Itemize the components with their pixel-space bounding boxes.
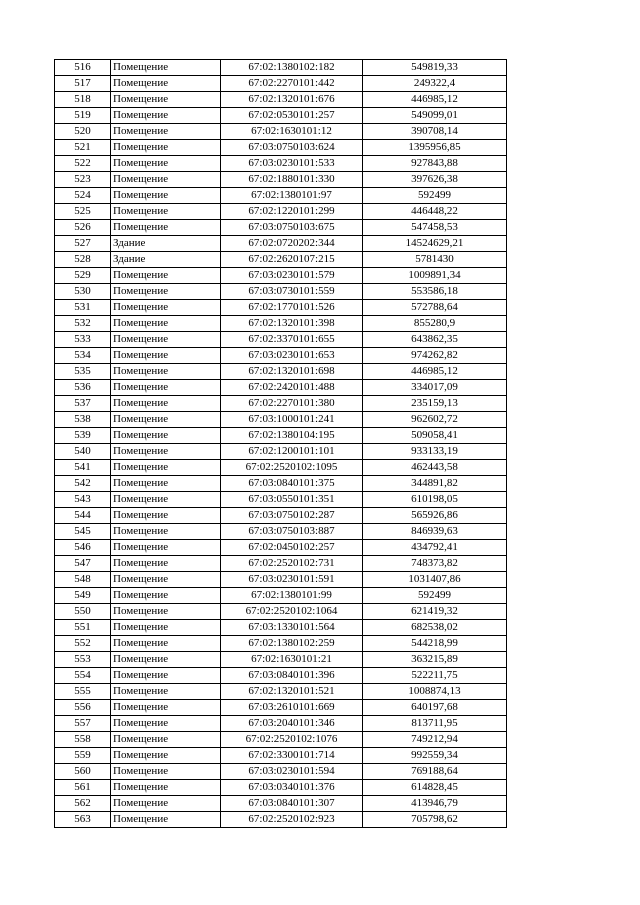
object-type-cell: Помещение [111, 620, 221, 636]
row-number-cell: 538 [55, 412, 111, 428]
cadastral-value-cell: 927843,88 [363, 156, 507, 172]
row-number-cell: 529 [55, 268, 111, 284]
cadastral-value-cell: 434792,41 [363, 540, 507, 556]
object-type-cell: Помещение [111, 92, 221, 108]
cadastral-number-cell: 67:02:1320101:698 [221, 364, 363, 380]
table-row [55, 300, 507, 316]
cadastral-value-cell: 855280,9 [363, 316, 507, 332]
object-type-cell: Помещение [111, 636, 221, 652]
table-row [55, 492, 507, 508]
cadastral-number-cell: 67:02:2270101:442 [221, 76, 363, 92]
object-type-cell: Помещение [111, 300, 221, 316]
cadastral-number-cell: 67:03:0230101:653 [221, 348, 363, 364]
row-number-cell: 550 [55, 604, 111, 620]
row-number-cell: 528 [55, 252, 111, 268]
cadastral-value-cell: 5781430 [363, 252, 507, 268]
table-row [55, 204, 507, 220]
cadastral-number-cell: 67:02:0530101:257 [221, 108, 363, 124]
table-row [55, 124, 507, 140]
cadastral-value-cell: 769188,64 [363, 764, 507, 780]
table-row [55, 556, 507, 572]
cadastral-number-cell: 67:02:3370101:655 [221, 332, 363, 348]
table-row [55, 316, 507, 332]
row-number-cell: 556 [55, 700, 111, 716]
cadastral-value-cell: 363215,89 [363, 652, 507, 668]
row-number-cell: 522 [55, 156, 111, 172]
table-row [55, 684, 507, 700]
row-number-cell: 561 [55, 780, 111, 796]
cadastral-number-cell: 67:02:1880101:330 [221, 172, 363, 188]
object-type-cell: Помещение [111, 220, 221, 236]
row-number-cell: 560 [55, 764, 111, 780]
row-number-cell: 563 [55, 812, 111, 828]
row-number-cell: 549 [55, 588, 111, 604]
cadastral-value-cell: 547458,53 [363, 220, 507, 236]
object-type-cell: Помещение [111, 364, 221, 380]
object-type-cell: Помещение [111, 700, 221, 716]
table-row [55, 652, 507, 668]
table-row [55, 396, 507, 412]
cadastral-value-cell: 446448,22 [363, 204, 507, 220]
row-number-cell: 544 [55, 508, 111, 524]
object-type-cell: Помещение [111, 172, 221, 188]
row-number-cell: 534 [55, 348, 111, 364]
row-number-cell: 531 [55, 300, 111, 316]
row-number-cell: 562 [55, 796, 111, 812]
cadastral-number-cell: 67:03:0750103:887 [221, 524, 363, 540]
cadastral-number-cell: 67:03:0840101:307 [221, 796, 363, 812]
row-number-cell: 545 [55, 524, 111, 540]
cadastral-value-cell: 1009891,34 [363, 268, 507, 284]
cadastral-number-cell: 67:03:0550101:351 [221, 492, 363, 508]
object-type-cell: Помещение [111, 140, 221, 156]
object-type-cell: Помещение [111, 796, 221, 812]
cadastral-number-cell: 67:02:1380102:182 [221, 60, 363, 76]
object-type-cell: Помещение [111, 668, 221, 684]
row-number-cell: 535 [55, 364, 111, 380]
cadastral-number-cell: 67:03:1330101:564 [221, 620, 363, 636]
row-number-cell: 533 [55, 332, 111, 348]
cadastral-value-cell: 621419,32 [363, 604, 507, 620]
table-row [55, 220, 507, 236]
property-table-body [55, 60, 507, 828]
object-type-cell: Помещение [111, 572, 221, 588]
cadastral-value-cell: 397626,38 [363, 172, 507, 188]
row-number-cell: 542 [55, 476, 111, 492]
object-type-cell: Помещение [111, 156, 221, 172]
cadastral-value-cell: 974262,82 [363, 348, 507, 364]
object-type-cell: Помещение [111, 812, 221, 828]
table-row [55, 380, 507, 396]
cadastral-value-cell: 249322,4 [363, 76, 507, 92]
object-type-cell: Помещение [111, 60, 221, 76]
row-number-cell: 523 [55, 172, 111, 188]
cadastral-number-cell: 67:02:1220101:299 [221, 204, 363, 220]
cadastral-value-cell: 748373,82 [363, 556, 507, 572]
cadastral-value-cell: 705798,62 [363, 812, 507, 828]
table-row [55, 268, 507, 284]
cadastral-value-cell: 962602,72 [363, 412, 507, 428]
property-table [54, 59, 507, 828]
cadastral-number-cell: 67:02:2620107:215 [221, 252, 363, 268]
cadastral-number-cell: 67:02:1320101:521 [221, 684, 363, 700]
cadastral-value-cell: 1008874,13 [363, 684, 507, 700]
cadastral-number-cell: 67:02:1320101:398 [221, 316, 363, 332]
cadastral-number-cell: 67:03:0750102:287 [221, 508, 363, 524]
cadastral-value-cell: 682538,02 [363, 620, 507, 636]
cadastral-value-cell: 446985,12 [363, 92, 507, 108]
row-number-cell: 554 [55, 668, 111, 684]
row-number-cell: 552 [55, 636, 111, 652]
row-number-cell: 547 [55, 556, 111, 572]
cadastral-number-cell: 67:02:1770101:526 [221, 300, 363, 316]
object-type-cell: Помещение [111, 124, 221, 140]
cadastral-value-cell: 933133,19 [363, 444, 507, 460]
table-row [55, 636, 507, 652]
table-row [55, 284, 507, 300]
row-number-cell: 530 [55, 284, 111, 300]
object-type-cell: Помещение [111, 556, 221, 572]
row-number-cell: 532 [55, 316, 111, 332]
object-type-cell: Помещение [111, 444, 221, 460]
object-type-cell: Помещение [111, 524, 221, 540]
row-number-cell: 520 [55, 124, 111, 140]
table-row [55, 172, 507, 188]
table-row [55, 252, 507, 268]
cadastral-number-cell: 67:02:2520102:1076 [221, 732, 363, 748]
table-row [55, 732, 507, 748]
object-type-cell: Помещение [111, 508, 221, 524]
table-row [55, 572, 507, 588]
row-number-cell: 548 [55, 572, 111, 588]
row-number-cell: 525 [55, 204, 111, 220]
object-type-cell: Помещение [111, 108, 221, 124]
row-number-cell: 539 [55, 428, 111, 444]
table-row [55, 140, 507, 156]
cadastral-value-cell: 509058,41 [363, 428, 507, 444]
cadastral-value-cell: 344891,82 [363, 476, 507, 492]
cadastral-value-cell: 592499 [363, 588, 507, 604]
cadastral-value-cell: 549819,33 [363, 60, 507, 76]
row-number-cell: 519 [55, 108, 111, 124]
object-type-cell: Помещение [111, 748, 221, 764]
cadastral-number-cell: 67:03:2040101:346 [221, 716, 363, 732]
row-number-cell: 536 [55, 380, 111, 396]
object-type-cell: Помещение [111, 76, 221, 92]
cadastral-number-cell: 67:03:0230101:594 [221, 764, 363, 780]
cadastral-number-cell: 67:02:1380104:195 [221, 428, 363, 444]
table-row [55, 156, 507, 172]
object-type-cell: Помещение [111, 716, 221, 732]
table-row [55, 60, 507, 76]
object-type-cell: Помещение [111, 188, 221, 204]
object-type-cell: Помещение [111, 684, 221, 700]
cadastral-number-cell: 67:03:0750103:624 [221, 140, 363, 156]
cadastral-value-cell: 572788,64 [363, 300, 507, 316]
cadastral-number-cell: 67:02:3300101:714 [221, 748, 363, 764]
object-type-cell: Помещение [111, 428, 221, 444]
row-number-cell: 540 [55, 444, 111, 460]
cadastral-value-cell: 640197,68 [363, 700, 507, 716]
table-row [55, 92, 507, 108]
cadastral-value-cell: 614828,45 [363, 780, 507, 796]
cadastral-value-cell: 846939,63 [363, 524, 507, 540]
object-type-cell: Помещение [111, 604, 221, 620]
row-number-cell: 521 [55, 140, 111, 156]
table-row [55, 604, 507, 620]
table-row [55, 812, 507, 828]
object-type-cell: Помещение [111, 316, 221, 332]
table-row [55, 620, 507, 636]
cadastral-number-cell: 67:02:2520102:923 [221, 812, 363, 828]
row-number-cell: 516 [55, 60, 111, 76]
cadastral-number-cell: 67:03:0230101:533 [221, 156, 363, 172]
table-row [55, 236, 507, 252]
row-number-cell: 527 [55, 236, 111, 252]
table-row [55, 188, 507, 204]
object-type-cell: Помещение [111, 460, 221, 476]
table-row [55, 76, 507, 92]
cadastral-number-cell: 67:02:1630101:21 [221, 652, 363, 668]
object-type-cell: Помещение [111, 764, 221, 780]
table-row [55, 412, 507, 428]
cadastral-value-cell: 522211,75 [363, 668, 507, 684]
row-number-cell: 559 [55, 748, 111, 764]
row-number-cell: 546 [55, 540, 111, 556]
object-type-cell: Помещение [111, 732, 221, 748]
table-row [55, 668, 507, 684]
cadastral-number-cell: 67:03:0230101:579 [221, 268, 363, 284]
cadastral-number-cell: 67:02:1380102:259 [221, 636, 363, 652]
cadastral-value-cell: 1031407,86 [363, 572, 507, 588]
cadastral-value-cell: 643862,35 [363, 332, 507, 348]
row-number-cell: 517 [55, 76, 111, 92]
cadastral-number-cell: 67:03:1000101:241 [221, 412, 363, 428]
object-type-cell: Помещение [111, 380, 221, 396]
cadastral-number-cell: 67:02:2520102:1064 [221, 604, 363, 620]
table-row [55, 748, 507, 764]
object-type-cell: Помещение [111, 332, 221, 348]
table-row [55, 716, 507, 732]
object-type-cell: Помещение [111, 204, 221, 220]
object-type-cell: Помещение [111, 492, 221, 508]
cadastral-number-cell: 67:03:0730101:559 [221, 284, 363, 300]
cadastral-value-cell: 14524629,21 [363, 236, 507, 252]
cadastral-number-cell: 67:02:1380101:99 [221, 588, 363, 604]
row-number-cell: 526 [55, 220, 111, 236]
cadastral-value-cell: 462443,58 [363, 460, 507, 476]
cadastral-number-cell: 67:03:0840101:375 [221, 476, 363, 492]
table-row [55, 764, 507, 780]
cadastral-value-cell: 413946,79 [363, 796, 507, 812]
cadastral-value-cell: 813711,95 [363, 716, 507, 732]
table-row [55, 588, 507, 604]
table-row [55, 348, 507, 364]
table-row [55, 364, 507, 380]
cadastral-value-cell: 610198,05 [363, 492, 507, 508]
object-type-cell: Помещение [111, 588, 221, 604]
object-type-cell: Помещение [111, 412, 221, 428]
cadastral-value-cell: 553586,18 [363, 284, 507, 300]
cadastral-value-cell: 565926,86 [363, 508, 507, 524]
cadastral-number-cell: 67:03:0750103:675 [221, 220, 363, 236]
object-type-cell: Помещение [111, 268, 221, 284]
cadastral-value-cell: 549099,01 [363, 108, 507, 124]
row-number-cell: 555 [55, 684, 111, 700]
row-number-cell: 551 [55, 620, 111, 636]
cadastral-number-cell: 67:02:2420101:488 [221, 380, 363, 396]
cadastral-number-cell: 67:03:0230101:591 [221, 572, 363, 588]
row-number-cell: 553 [55, 652, 111, 668]
cadastral-value-cell: 592499 [363, 188, 507, 204]
cadastral-number-cell: 67:03:0840101:396 [221, 668, 363, 684]
table-row [55, 780, 507, 796]
row-number-cell: 558 [55, 732, 111, 748]
cadastral-value-cell: 749212,94 [363, 732, 507, 748]
table-row [55, 524, 507, 540]
object-type-cell: Помещение [111, 348, 221, 364]
object-type-cell: Помещение [111, 476, 221, 492]
cadastral-number-cell: 67:03:2610101:669 [221, 700, 363, 716]
table-row [55, 540, 507, 556]
cadastral-value-cell: 390708,14 [363, 124, 507, 140]
table-row [55, 460, 507, 476]
table-row [55, 700, 507, 716]
table-row [55, 428, 507, 444]
cadastral-value-cell: 446985,12 [363, 364, 507, 380]
table-row [55, 508, 507, 524]
cadastral-value-cell: 235159,13 [363, 396, 507, 412]
cadastral-value-cell: 544218,99 [363, 636, 507, 652]
row-number-cell: 557 [55, 716, 111, 732]
cadastral-number-cell: 67:02:1380101:97 [221, 188, 363, 204]
object-type-cell: Помещение [111, 540, 221, 556]
cadastral-number-cell: 67:02:1630101:12 [221, 124, 363, 140]
row-number-cell: 543 [55, 492, 111, 508]
table-row [55, 108, 507, 124]
object-type-cell: Здание [111, 252, 221, 268]
object-type-cell: Помещение [111, 652, 221, 668]
cadastral-value-cell: 992559,34 [363, 748, 507, 764]
table-row [55, 796, 507, 812]
row-number-cell: 524 [55, 188, 111, 204]
row-number-cell: 541 [55, 460, 111, 476]
cadastral-number-cell: 67:02:1320101:676 [221, 92, 363, 108]
cadastral-number-cell: 67:02:0450102:257 [221, 540, 363, 556]
object-type-cell: Помещение [111, 284, 221, 300]
row-number-cell: 518 [55, 92, 111, 108]
cadastral-number-cell: 67:02:2270101:380 [221, 396, 363, 412]
table-row [55, 476, 507, 492]
cadastral-number-cell: 67:02:2520102:731 [221, 556, 363, 572]
cadastral-number-cell: 67:02:1200101:101 [221, 444, 363, 460]
row-number-cell: 537 [55, 396, 111, 412]
table-row [55, 444, 507, 460]
cadastral-number-cell: 67:03:0340101:376 [221, 780, 363, 796]
object-type-cell: Помещение [111, 780, 221, 796]
object-type-cell: Помещение [111, 396, 221, 412]
object-type-cell: Здание [111, 236, 221, 252]
cadastral-value-cell: 334017,09 [363, 380, 507, 396]
cadastral-value-cell: 1395956,85 [363, 140, 507, 156]
cadastral-number-cell: 67:02:0720202:344 [221, 236, 363, 252]
table-row [55, 332, 507, 348]
cadastral-number-cell: 67:02:2520102:1095 [221, 460, 363, 476]
